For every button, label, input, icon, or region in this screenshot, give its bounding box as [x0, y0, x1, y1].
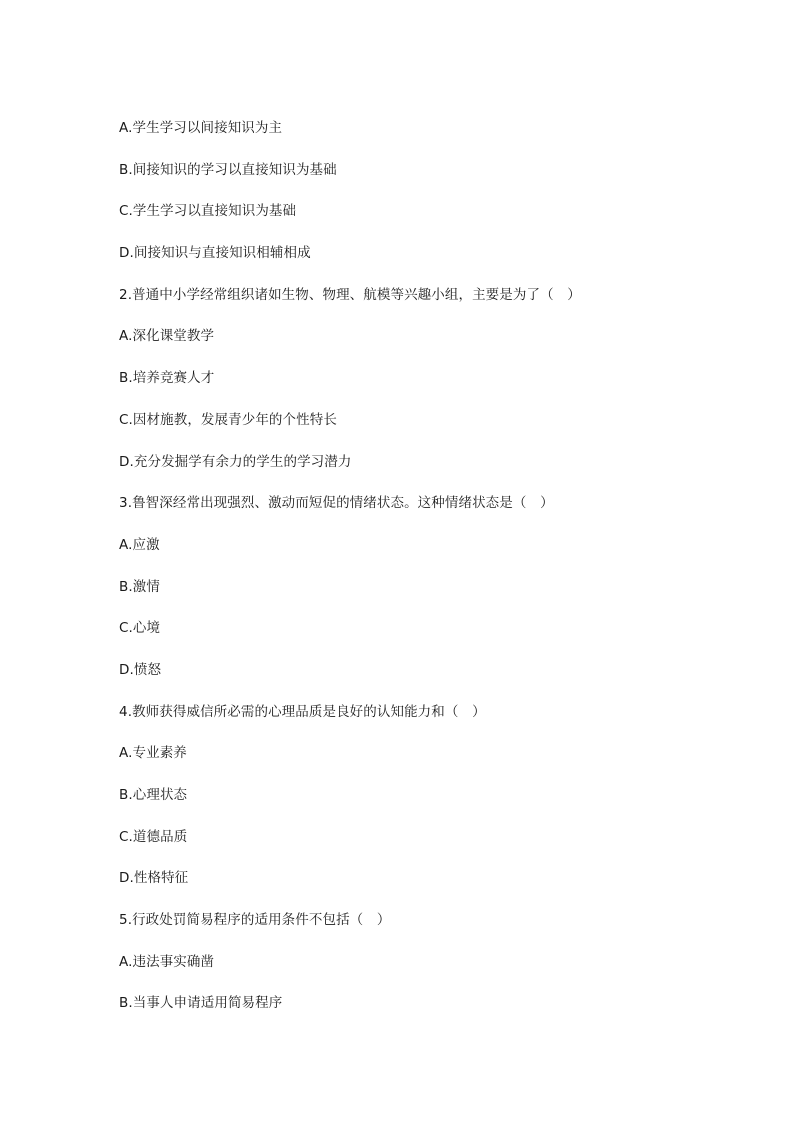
option-line: A.应激 [119, 536, 160, 553]
option-line: B.培养竞赛人才 [119, 370, 215, 387]
option-line: B.心理状态 [119, 787, 188, 803]
question-line: 2.普通中小学经常组织诸如生物、物理、航模等兴趣小组，主要是为了（ ） [119, 286, 581, 303]
option-line: B.当事人申请适用简易程序 [119, 995, 283, 1012]
option-line: C.道德品质 [119, 828, 188, 845]
option-line: D.性格特征 [119, 870, 189, 887]
option-line: D.充分发掘学有余力的学生的学习潜力 [119, 453, 352, 470]
option-line: C.因材施教，发展青少年的个性特长 [119, 411, 337, 428]
option-line: D.间接知识与直接知识相辅相成 [119, 245, 311, 262]
option-line: A.学生学习以间接知识为主 [119, 120, 283, 136]
option-line: A.深化课堂教学 [119, 328, 215, 345]
question-line: 5.行政处罚简易程序的适用条件不包括（ ） [119, 912, 391, 929]
option-line: C.心境 [119, 620, 161, 637]
option-line: C.学生学习以直接知识为基础 [119, 203, 297, 220]
question-text-block [119, 117, 739, 1034]
option-line: A.专业素养 [119, 745, 187, 762]
option-line: D.愤怒 [119, 661, 162, 678]
option-line: A.违法事实确凿 [119, 953, 215, 970]
option-line: B.激情 [119, 578, 160, 595]
option-line: B.间接知识的学习以直接知识为基础 [119, 161, 337, 178]
question-line: 4.教师获得威信所必需的心理品质是良好的认知能力和（ ） [119, 703, 486, 720]
question-line: 3.鲁智深经常出现强烈、激动而短促的情绪状态。这种情绪状态是（ ） [119, 495, 554, 512]
